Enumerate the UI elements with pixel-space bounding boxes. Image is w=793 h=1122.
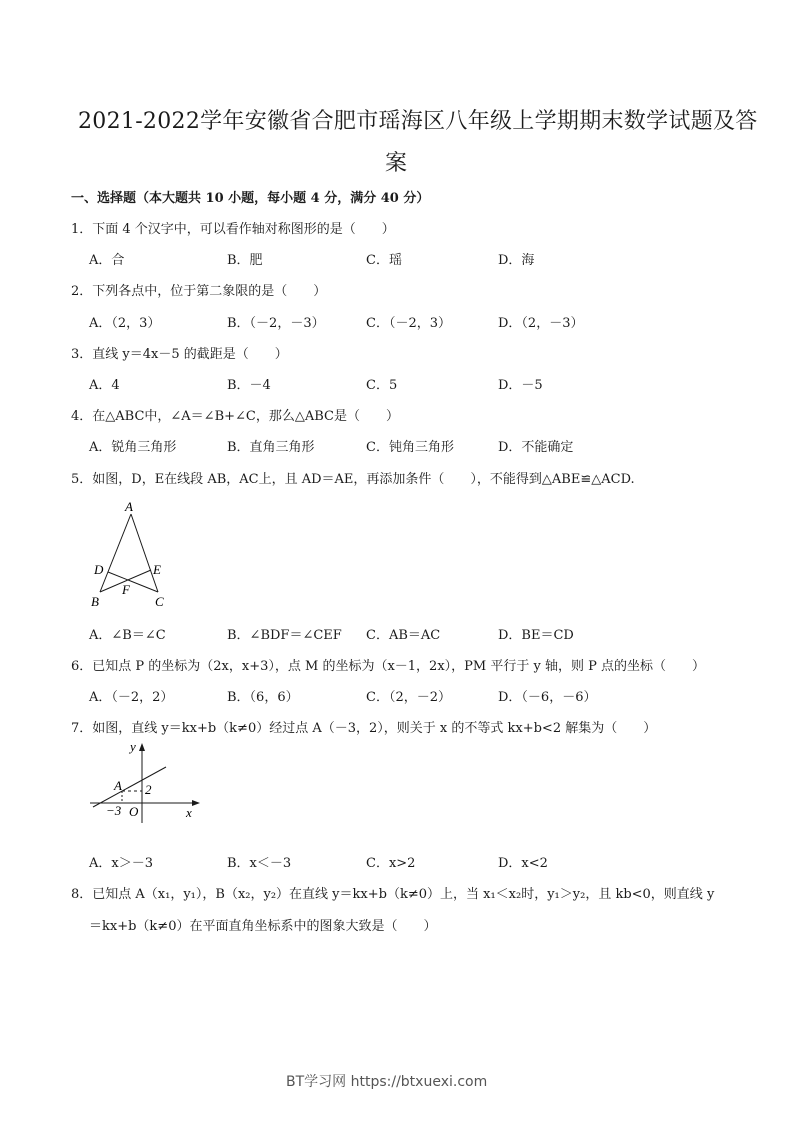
question-3-option-a: A．4 — [89, 378, 120, 393]
question-2-option-b: B．（－2，－3） — [227, 316, 325, 331]
question-6-option-d: D．（－6，－6） — [498, 690, 597, 705]
section-heading: 一、选择题（本大题共 10 小题，每小题 4 分，满分 40 分） — [71, 191, 430, 206]
question-1-option-c: C．瑶 — [366, 253, 402, 268]
triangle-figure — [80, 495, 190, 615]
question-2-option-d: D．（2，－3） — [498, 316, 584, 331]
question-4-option-a: A．锐角三角形 — [89, 440, 177, 455]
question-3-stem: 3．直线 y＝4x－5 的截距是（ ） — [71, 347, 288, 362]
question-1-option-b: B．肥 — [227, 253, 263, 268]
question-1-option-a: A．合 — [89, 253, 125, 268]
origin-label: O — [129, 804, 139, 819]
question-3-option-c: C．5 — [366, 378, 398, 393]
point-label-a: A — [114, 778, 122, 793]
question-4-option-b: B．直角三角形 — [227, 440, 315, 455]
question-7-option-a: A．x＞－3 — [89, 856, 153, 871]
question-4-option-d: D．不能确定 — [498, 440, 574, 455]
question-8-stem: 8．已知点 A（x₁，y₁），B（x₂，y₂）在直线 y＝kx+b（k≠0）上，当 x₁＜x₂时，y₁＞y₂，且 kb<0，则直线 y — [71, 887, 715, 902]
question-2-option-a: A．（2，3） — [89, 316, 161, 331]
question-6-option-b: B．（6，6） — [227, 690, 299, 705]
footer-watermark: BT学习网 https://btxuexi.com — [286, 1074, 488, 1090]
label-f: F — [122, 582, 130, 597]
question-1-option-d: D．海 — [498, 253, 535, 268]
question-5-option-c: C．AB＝AC — [366, 628, 441, 643]
question-7-option-d: D．x<2 — [498, 856, 548, 871]
x-axis-arrow-icon — [192, 800, 200, 806]
question-6-stem: 6．已知点 P 的坐标为（2x，x+3），点 M 的坐标为（x－1，2x），PM 平行于 y 轴，则 P 点的坐标（ ） — [71, 659, 705, 674]
document-title-line2: 案 — [385, 151, 408, 176]
document-title-line1: 2021-2022学年安徽省合肥市瑶海区八年级上学期期末数学试题及答 — [78, 109, 758, 134]
question-3-option-d: D．－5 — [498, 378, 543, 393]
question-5-option-a: A．∠B＝∠C — [89, 628, 166, 643]
y-axis-arrow-icon — [139, 743, 145, 751]
question-5-option-d: D．BE＝CD — [498, 628, 574, 643]
question-5-option-b: B．∠BDF＝∠CEF — [227, 628, 342, 643]
axis-label-x: x — [186, 805, 192, 820]
question-3-option-b: B．－4 — [227, 378, 271, 393]
label-c: C — [155, 594, 164, 609]
question-4-stem: 4．在△ABC中，∠A＝∠B+∠C，那么△ABC是（ ） — [71, 409, 399, 424]
axis-label-y: y — [130, 739, 136, 754]
tick-label-neg3: −3 — [106, 803, 122, 818]
question-2-option-c: C．（－2，3） — [366, 316, 451, 331]
question-6-option-c: C．（2，－2） — [366, 690, 451, 705]
question-5-stem: 5．如图，D，E在线段 AB，AC上，且 AD＝AE，再添加条件（ ），不能得到△ABE≌△ACD. — [71, 472, 635, 487]
tick-label-2: 2 — [145, 782, 152, 797]
line-graph-figure — [80, 735, 210, 825]
question-6-option-a: A．（－2，2） — [89, 690, 174, 705]
question-7-stem: 7．如图，直线 y＝kx+b（k≠0）经过点 A（－3，2），则关于 x 的不等式 kx+b<2 解集为（ ） — [71, 721, 657, 736]
question-7-option-b: B．x＜－3 — [227, 856, 292, 871]
question-8-stem-continued: ＝kx+b（k≠0）在平面直角坐标系中的图象大致是（ ） — [89, 919, 437, 934]
label-b: B — [91, 594, 99, 609]
question-1-stem: 1．下面 4 个汉字中，可以看作轴对称图形的是（ ） — [71, 222, 395, 237]
question-2-stem: 2．下列各点中，位于第二象限的是（ ） — [71, 284, 327, 299]
label-d: D — [94, 562, 104, 577]
label-a: A — [125, 499, 133, 514]
label-e: E — [153, 562, 161, 577]
question-7-option-c: C．x>2 — [366, 856, 416, 871]
question-4-option-c: C．钝角三角形 — [366, 440, 454, 455]
